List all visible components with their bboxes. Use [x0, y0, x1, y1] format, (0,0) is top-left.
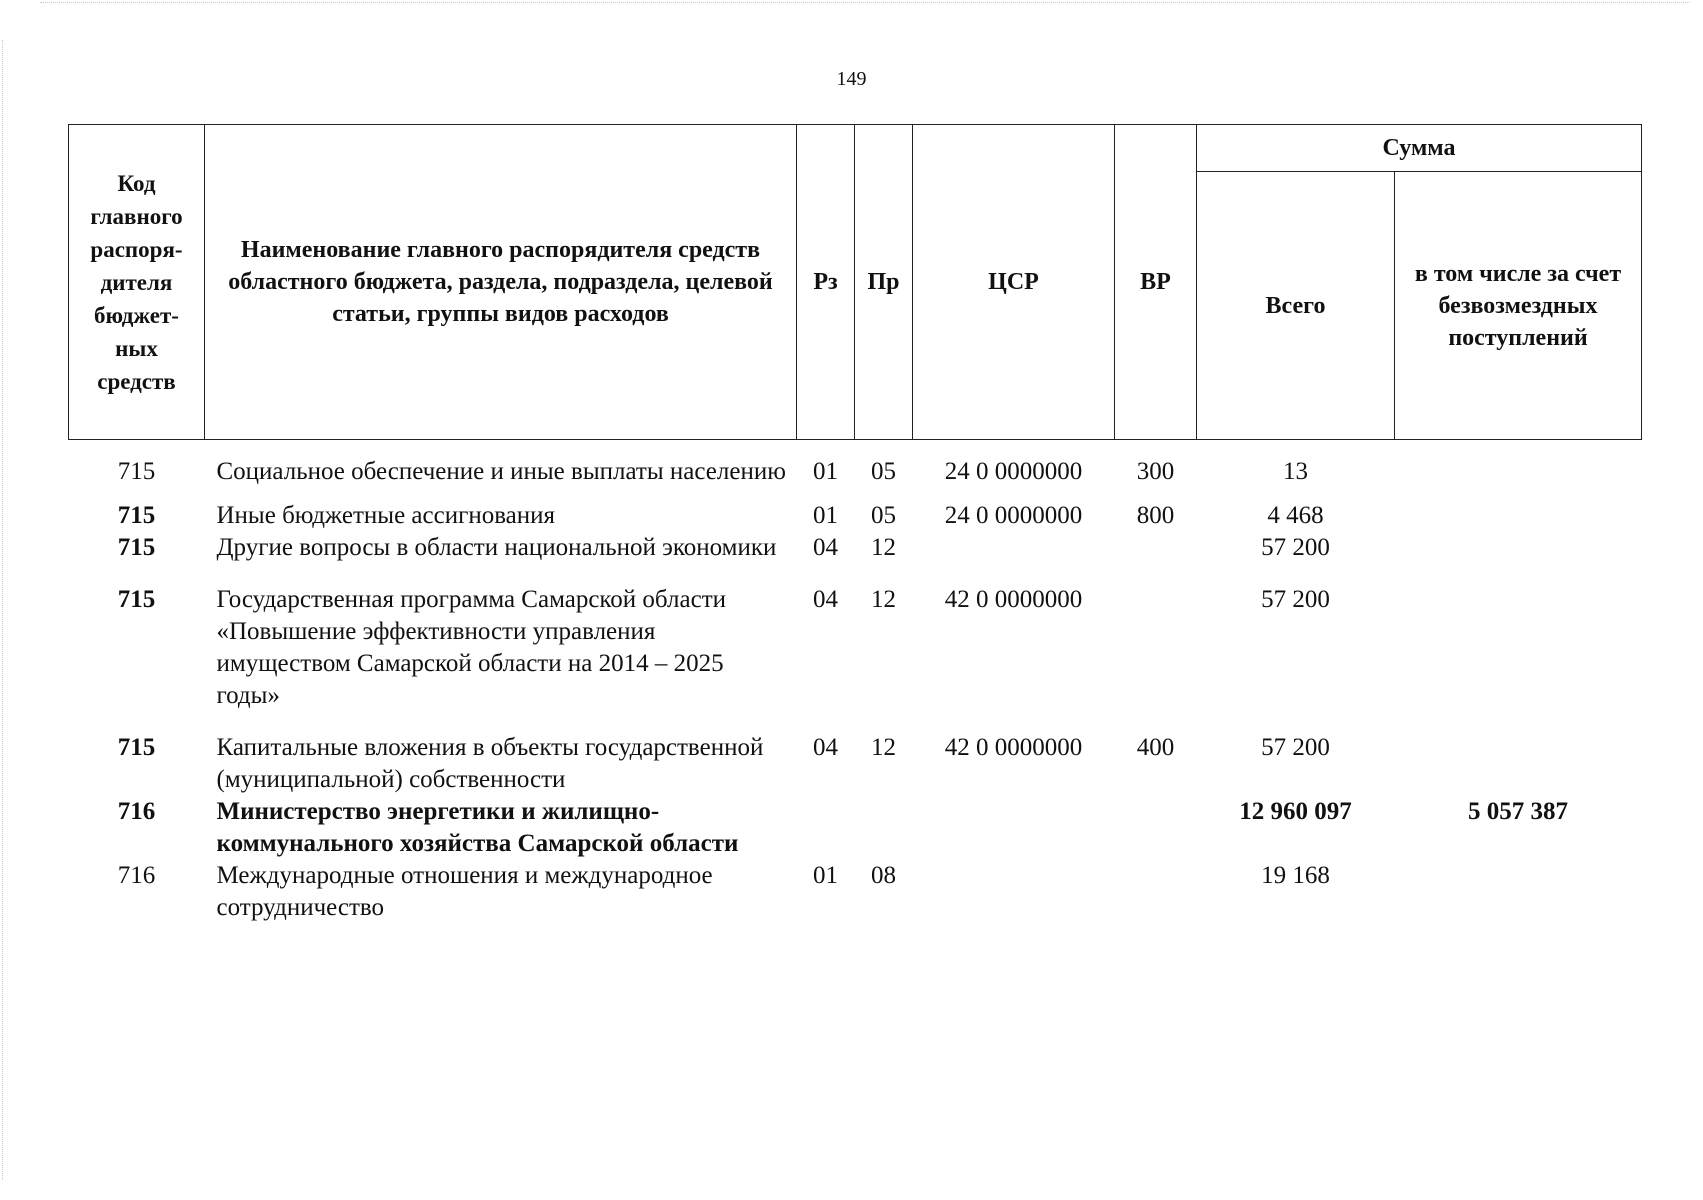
cell-pr: 08: [871, 862, 896, 889]
cell-total: 12 960 097: [1239, 798, 1352, 825]
cell-csr: 24 0 0000000: [944, 502, 1083, 529]
header-including: в том числе за счет безвозмездных поступлений: [1395, 172, 1642, 440]
cell-pr: 05: [871, 502, 896, 529]
cell-total: 19 168: [1261, 862, 1330, 889]
cell-name: Международные отношения и международное сотрудничество: [216, 862, 713, 921]
cell-code: 715: [117, 734, 156, 761]
table-row: [69, 732, 1642, 796]
cell-pr: 12: [871, 734, 896, 761]
table-row: [69, 796, 1642, 860]
cell-including: [1395, 440, 1642, 495]
cell-including: [1395, 860, 1642, 924]
cell-including: 5 057 387: [1468, 798, 1568, 825]
header-pr: Пр: [855, 125, 913, 440]
cell-vr: [1115, 532, 1197, 584]
cell-rz: 04: [813, 734, 838, 761]
cell-csr: 42 0 0000000: [944, 734, 1083, 761]
cell-rz: 04: [813, 586, 838, 613]
cell-csr: [913, 796, 1115, 860]
cell-rz: 01: [813, 862, 838, 889]
page-number: 149: [836, 68, 867, 90]
cell-including: [1395, 494, 1642, 532]
cell-total: 57 200: [1261, 586, 1330, 613]
cell-code: 715: [117, 534, 156, 561]
cell-name: Капитальные вложения в объекты государственной (муниципальной) собственности: [216, 734, 764, 793]
cell-code: 715: [117, 586, 156, 613]
table-row: [69, 494, 1642, 532]
cell-vr: [1115, 584, 1197, 732]
header-name: Наименование главного распорядителя средств областного бюджета, раздела, подраздела, целевой статьи, группы видов расходов: [205, 125, 797, 440]
cell-vr: 300: [1136, 458, 1175, 485]
header-vr: ВР: [1115, 125, 1197, 440]
cell-pr: 12: [871, 534, 896, 561]
cell-pr: [855, 796, 913, 860]
cell-total: 4 468: [1267, 502, 1324, 529]
cell-including: [1395, 532, 1642, 584]
cell-code: 716: [117, 862, 156, 889]
cell-vr: 800: [1136, 502, 1175, 529]
cell-vr: [1115, 796, 1197, 860]
cell-name: Министерство энергетики и жилищно-коммунального хозяйства Самарской области: [216, 798, 739, 857]
table-row: [69, 584, 1642, 732]
cell-rz: 04: [813, 534, 838, 561]
cell-including: [1395, 732, 1642, 796]
scan-edge-left: [2, 40, 3, 1180]
cell-name: Иные бюджетные ассигнования: [216, 502, 556, 529]
cell-rz: 01: [813, 502, 838, 529]
cell-total: 57 200: [1261, 734, 1330, 761]
header-code: Код главного распоря-дителя бюджет-ных средств: [69, 125, 205, 440]
table-header: [69, 125, 1642, 440]
cell-rz: 01: [813, 458, 838, 485]
header-csr: ЦСР: [913, 125, 1115, 440]
cell-total: 57 200: [1261, 534, 1330, 561]
cell-code: 716: [117, 798, 156, 825]
cell-including: [1395, 584, 1642, 732]
cell-name: Социальное обеспечение и иные выплаты населению: [216, 458, 786, 485]
cell-code: 715: [117, 502, 156, 529]
cell-pr: 12: [871, 586, 896, 613]
table-row: [69, 532, 1642, 584]
cell-csr: [913, 860, 1115, 924]
header-rz: Рз: [797, 125, 855, 440]
cell-rz: [797, 796, 855, 860]
table-body: [69, 440, 1642, 925]
cell-csr: 24 0 0000000: [944, 458, 1083, 485]
budget-table: [68, 124, 1642, 924]
cell-code: 715: [117, 458, 156, 485]
cell-csr: 42 0 0000000: [944, 586, 1083, 613]
scan-edge-top: [40, 2, 1690, 3]
cell-vr: [1115, 860, 1197, 924]
table-row: [69, 860, 1642, 924]
cell-pr: 05: [871, 458, 896, 485]
cell-total: 13: [1283, 458, 1308, 485]
cell-name: Государственная программа Самарской области «Повышение эффективности управления имуществом Самарской области на 2014 – 2025 годы»: [216, 586, 726, 709]
cell-csr: [913, 532, 1115, 584]
table-row: [69, 440, 1642, 495]
cell-name: Другие вопросы в области национальной экономики: [216, 534, 777, 561]
header-sum: Сумма: [1197, 125, 1642, 172]
cell-vr: 400: [1136, 734, 1175, 761]
header-total: Всего: [1197, 172, 1395, 440]
